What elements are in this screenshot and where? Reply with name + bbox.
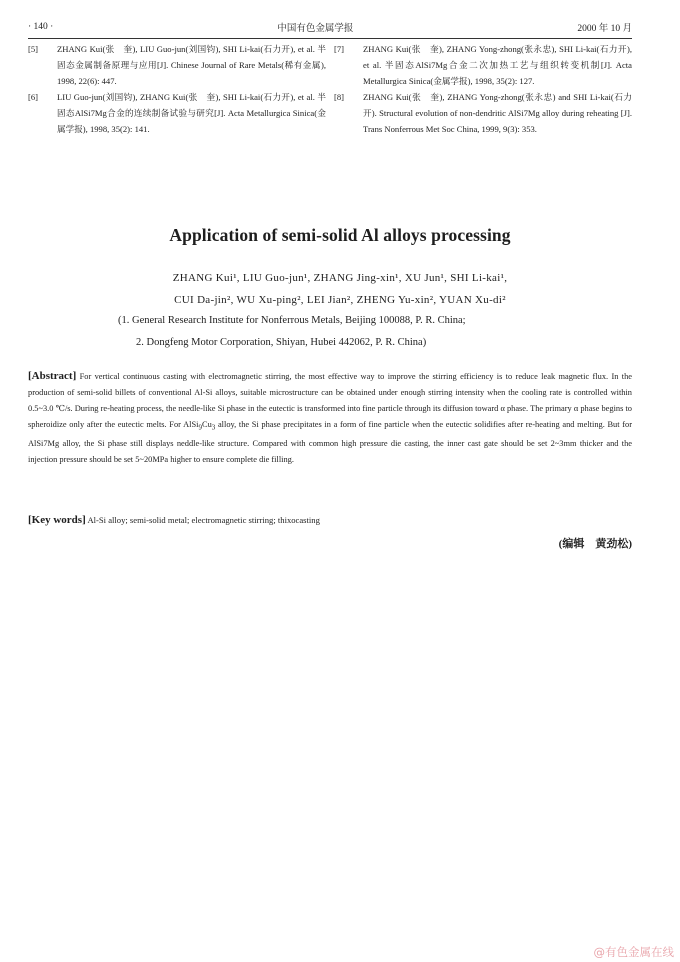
- author-line-2: CUI Da-jin², WU Xu-ping², LEI Jian², ZHENG Yu-xin², YUAN Xu-di²: [174, 294, 506, 306]
- reference-number: [7]: [334, 44, 345, 54]
- reference-item: [334, 42, 632, 89]
- paper-title: Application of semi-solid Al alloys processing: [169, 225, 511, 245]
- reference-number: [8]: [334, 92, 345, 103]
- keywords-label: [Key words]: [28, 514, 86, 526]
- references: [28, 42, 632, 139]
- reference-item: [334, 90, 632, 137]
- reference-text: LIU Guo-jun(刘国钧), ZHANG Kui(张 奎), SHI Li-kai(石力开), et al. 半固态AlSi7Mg合金的连续制备试验与研究[J]. Acta Metallurgica Sinica(金属学报), 1998, 35(2): 141.: [57, 92, 326, 134]
- author-line-1: ZHANG Kui¹, LIU Guo-jun¹, ZHANG Jing-xin¹, XU Jun¹, SHI Li-kai¹,: [172, 272, 508, 284]
- affiliations: [0, 310, 680, 354]
- keywords-text: Al-Si alloy; semi-solid metal; electromagnetic stirring; thixocasting: [87, 515, 320, 525]
- reference-item: [28, 42, 326, 89]
- abstract-text: For vertical continuous casting with electromagnetic stirring, the most effective way to improve the stirring efficiency is to reduce leak magnetic flux. In the production of semi-solid billets of conventional Al-Si alloys, suitable microstructure can be obtained under enough stirring intensity when the cooling rate is controlled within 0.5~3.0 ℃/s. During re-heating process, the needle-like Si phase in the eutectic is transformed into fine particle through its diffusion toward α phase. The primary α phase begins to spheroidize only after the eutectic melts. For $AlSi_9Cu_3$ alloy, the Si phase precipitates in a form of fine particle when the eutectic solidifies after re-heating and melting. But for AlSi7Mg alloy, the Si phase still displays neddle-like structure. Compared with common high pressure die casting, the inner cast gate should be set 2~3mm thicker and the injection pressure should be set 5~20MPa higher to ensure complete die filling.: [28, 372, 632, 465]
- reference-item: [28, 90, 326, 137]
- reference-number: [5]: [28, 44, 39, 54]
- reference-number: [6]: [28, 92, 39, 103]
- keywords: [28, 514, 632, 526]
- references-left-column: [28, 42, 326, 139]
- reference-text: ZHANG Kui(张 奎), LIU Guo-jun(刘国钧), SHI Li-kai(石力开), et al. 半固态金属制备原理与应用[J]. Chinese Journal of Rare Metals(稀有金属), 1998, 22(6): 447.: [57, 44, 326, 86]
- journal-name: 中国有色金属学报: [277, 24, 354, 34]
- abstract: [28, 368, 632, 468]
- reference-text: ZHANG Kui(张 奎), ZHANG Yong-zhong(张永忠) and SHI Li-kai(石力开). Structural evolution of non-dendritic AlSi7Mg alloy during reheating [J]. Trans Nonferrous Met Soc China, 1999, 9(3): 353.: [363, 92, 632, 134]
- issue-date: 2000 年 10 月: [577, 24, 632, 34]
- references-right-column: [334, 42, 632, 139]
- page-number: · 140 ·: [28, 22, 54, 32]
- affiliation-2: 2. Dongfeng Motor Corporation, Shiyan, Hubei 442062, P. R. China): [136, 337, 427, 348]
- affiliation-1: (1. General Research Institute for Nonferrous Metals, Beijing 100088, P. R. China;: [118, 315, 466, 326]
- header-rule: [28, 38, 632, 39]
- watermark: @有色金属在线: [593, 945, 674, 959]
- author-list: [0, 267, 680, 311]
- abstract-label: [Abstract]: [28, 370, 77, 382]
- reference-text: ZHANG Kui(张 奎), ZHANG Yong-zhong(张永忠), SHI Li-kai(石力开), et al. 半固态AlSi7Mg合金二次加热工艺与组织转变机制[J]. Acta Metallurgica Sinica(金属学报), 1998, 35(2): 127.: [363, 44, 632, 86]
- page-header: [28, 18, 632, 36]
- editor-note: (编辑 黄劲松): [558, 538, 632, 550]
